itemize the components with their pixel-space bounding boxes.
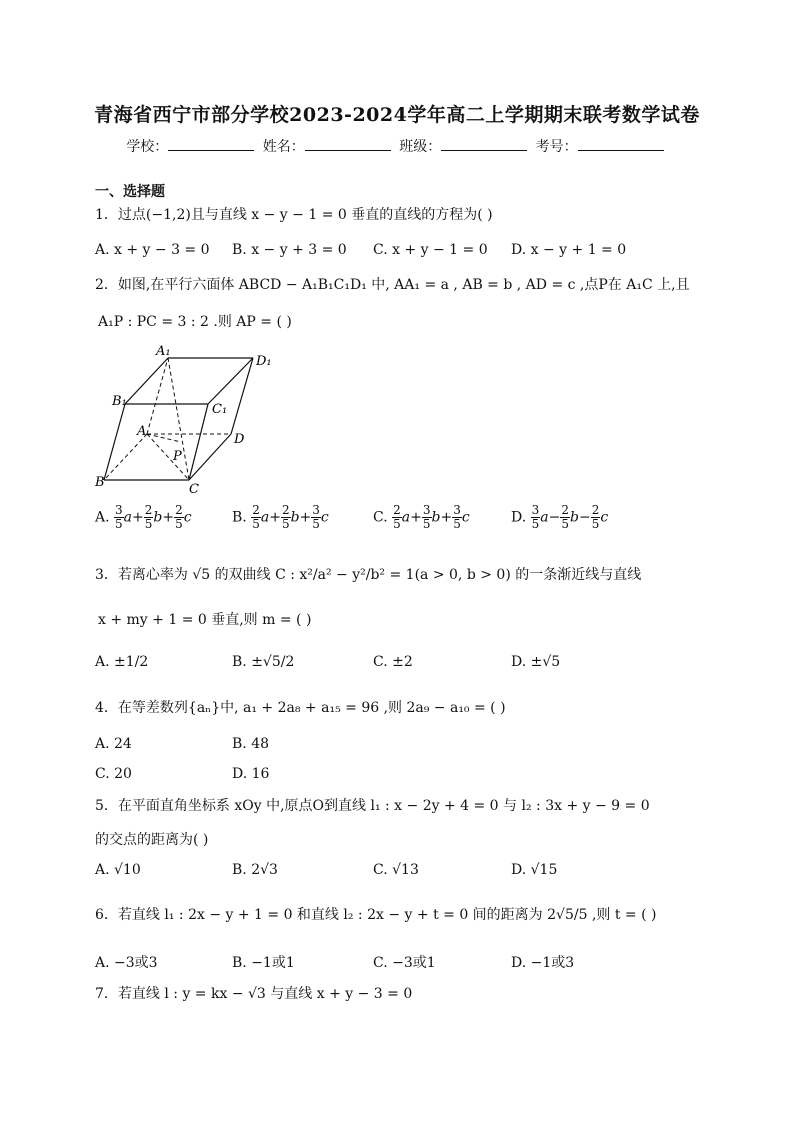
question-5-option-a: A. √10	[95, 862, 141, 878]
question-2-stem-line-1: 2．如图,在平行六面体 ABCD − A₁B₁C₁D₁ 中, AA₁ = a , AB = b , AD = c ,点P在 A₁C 上,且	[95, 277, 690, 293]
question-5-option-c: C. √13	[373, 862, 419, 878]
question-2-option-b: B. $\frac{2}{5}$ a+ $\frac{2}{5}$ b+ $\frac{3}{5}$ c	[232, 503, 329, 531]
question-3-option-c: C. ±2	[373, 654, 413, 670]
question-5-stem-line-1: 5．在平面直角坐标系 xOy 中,原点O到直线 l₁ : x − 2y + 4 = 0 与 l₂ : 3x + y − 9 = 0	[95, 798, 650, 814]
name-label: 姓名：	[262, 139, 305, 155]
label-c1: C₁	[212, 402, 228, 417]
question-5-stem-line-2: 的交点的距离为( )	[95, 832, 209, 848]
question-1-stem: 1．过点(−1,2)且与直线 x − y − 1 = 0 垂直的直线的方程为( )	[95, 207, 493, 223]
question-1-option-c: C. x + y − 1 = 0	[373, 242, 488, 258]
question-1-option-b: B. x − y + 3 = 0	[232, 242, 347, 258]
question-4-option-b: B. 48	[232, 736, 270, 752]
name-blank	[305, 136, 391, 151]
school-label: 学校：	[126, 139, 169, 155]
question-2-option-a: A. $\frac{3}{5}$ a+ $\frac{2}{5}$ b+ $\frac{2}{5}$ c	[95, 503, 192, 531]
question-3-stem-line-1: 3．若离心率为 √5 的双曲线 C : x²/a² − y²/b² = 1(a > 0, b > 0) 的一条渐近线与直线	[95, 567, 642, 583]
question-2-option-d: D. $\frac{3}{5}$ a− $\frac{2}{5}$ b− $\frac{2}{5}$ c	[511, 503, 609, 531]
section-heading: 一、选择题	[95, 184, 165, 200]
question-6-option-c: C. −3或1	[373, 955, 436, 971]
question-1-option-a: A. x + y − 3 = 0	[95, 242, 210, 258]
label-a1: A₁	[156, 344, 171, 359]
exam-no-blank	[578, 136, 664, 151]
question-3-stem-line-2: x + my + 1 = 0 垂直,则 m = ( )	[98, 612, 312, 628]
label-b1: B₁	[112, 394, 127, 409]
parallelepiped-figure	[92, 340, 282, 500]
question-4-option-a: A. 24	[95, 736, 132, 752]
class-blank	[441, 136, 527, 151]
question-6-option-a: A. −3或3	[95, 955, 158, 971]
label-a: A	[137, 424, 147, 439]
question-6-option-d: D. −1或3	[511, 955, 575, 971]
question-6-option-b: B. −1或1	[232, 955, 295, 971]
question-4-option-d: D. 16	[232, 766, 270, 782]
label-d: D	[234, 432, 245, 447]
question-2-stem-line-2: A₁P : PC = 3 : 2 .则 AP = ( )	[98, 314, 292, 330]
class-label: 班级：	[399, 139, 442, 155]
label-d1: D₁	[256, 354, 272, 369]
question-3-option-a: A. ±1/2	[95, 654, 149, 670]
exam-no-label: 考号：	[535, 139, 578, 155]
question-4-stem: 4．在等差数列{aₙ}中, a₁ + 2a₈ + a₁₅ = 96 ,则 2a₉ − a₁₀ = ( )	[95, 700, 506, 716]
question-5-option-b: B. 2√3	[232, 862, 278, 878]
label-c: C	[189, 482, 199, 497]
question-7-stem: 7．若直线 l : y = kx − √3 与直线 x + y − 3 = 0	[95, 986, 413, 1002]
question-5-option-d: D. √15	[511, 862, 558, 878]
question-3-option-b: B. ±√5/2	[232, 654, 295, 670]
question-2-option-c: C. $\frac{2}{5}$ a+ $\frac{3}{5}$ b+ $\frac{3}{5}$ c	[373, 503, 470, 531]
question-1-option-d: D. x − y + 1 = 0	[511, 242, 627, 258]
label-b: B	[95, 475, 105, 490]
question-6-stem: 6．若直线 l₁ : 2x − y + 1 = 0 和直线 l₂ : 2x − y + t = 0 间的距离为 2√5/5 ,则 t = ( )	[95, 907, 657, 923]
page-title: 青海省西宁市部分学校2023-2024学年高二上学期期末联考数学试卷	[94, 104, 700, 126]
label-p: P	[173, 449, 182, 464]
question-3-option-d: D. ±√5	[511, 654, 561, 670]
school-blank	[168, 136, 254, 151]
student-info-line	[0, 136, 794, 156]
question-4-option-c: C. 20	[95, 766, 132, 782]
